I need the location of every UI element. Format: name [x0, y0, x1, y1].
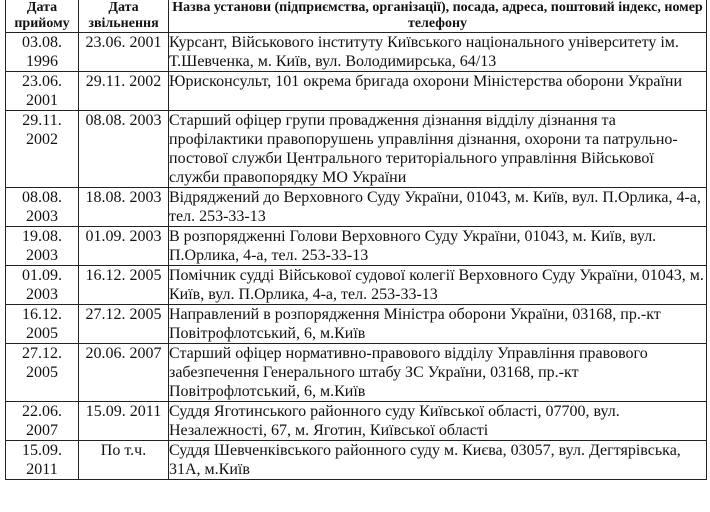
table-row [6, 111, 707, 188]
header-description: Назва установи (підприємства, організації), посада, адреса, поштовий індекс, номер телефону [169, 0, 707, 33]
start-date-cell: 01.09. 2003 [6, 266, 79, 305]
start-date-cell: 29.11. 2002 [6, 111, 79, 188]
description-cell: Відряджений до Верховного Суду України, 01043, м. Київ, вул. П.Орлика, 4-а, тел. 253-33-13 [169, 188, 707, 227]
description-cell: Юрисконсульт, 101 окрема бригада охорони Міністерства оборони України [169, 72, 707, 111]
header-end-date: Дата звільнення [79, 0, 169, 33]
start-date-cell: 15.09. 2011 [6, 441, 79, 480]
employment-history-table [5, 0, 707, 480]
table-row [6, 305, 707, 344]
table-row [6, 402, 707, 441]
description-cell: Суддя Яготинського районного суду Київської області, 07700, вул. Незалежності, 67, м. Яготин, Київської області [169, 402, 707, 441]
table-row [6, 266, 707, 305]
end-date-cell: 27.12. 2005 [79, 305, 169, 344]
end-date-cell: 08.08. 2003 [79, 111, 169, 188]
start-date-cell: 23.06. 2001 [6, 72, 79, 111]
description-cell: В розпорядженні Голови Верховного Суду України, 01043, м. Київ, вул. П.Орлика, 4-а, тел. 253-33-13 [169, 227, 707, 266]
end-date-cell: 15.09. 2011 [79, 402, 169, 441]
start-date-cell: 27.12. 2005 [6, 344, 79, 402]
description-cell: Старший офіцер нормативно-правового відділу Управління правового забезпечення Генерального штабу ЗС України, 03168, пр.-кт Повітрофлотський, 6, м.Київ [169, 344, 707, 402]
end-date-cell: 01.09. 2003 [79, 227, 169, 266]
start-date-cell: 08.08. 2003 [6, 188, 79, 227]
description-cell: Старший офіцер групи провадження дізнання відділу дізнання та профілактики правопорушень управління дізнання, охорони та патрульно-постової служби Центрального територіального управління Військової служби правопорядку МО України [169, 111, 707, 188]
description-cell: Помічник судді Військової судової колегії Верховного Суду України, 01043, м. Київ, вул. П.Орлика, 4-а, тел. 253-33-13 [169, 266, 707, 305]
header-row [6, 0, 707, 33]
table-row [6, 188, 707, 227]
table-row [6, 72, 707, 111]
end-date-cell: По т.ч. [79, 441, 169, 480]
start-date-cell: 16.12. 2005 [6, 305, 79, 344]
header-start-date: Дата прийому [6, 0, 79, 33]
table-row [6, 33, 707, 72]
table-row [6, 227, 707, 266]
description-cell: Курсант, Військового інституту Київського національного університету ім. Т.Шевченка, м. Київ, вул. Володимирська, 64/13 [169, 33, 707, 72]
end-date-cell: 29.11. 2002 [79, 72, 169, 111]
end-date-cell: 18.08. 2003 [79, 188, 169, 227]
start-date-cell: 19.08. 2003 [6, 227, 79, 266]
end-date-cell: 20.06. 2007 [79, 344, 169, 402]
end-date-cell: 23.06. 2001 [79, 33, 169, 72]
table-row [6, 344, 707, 402]
end-date-cell: 16.12. 2005 [79, 266, 169, 305]
start-date-cell: 22.06. 2007 [6, 402, 79, 441]
table-row [6, 441, 707, 480]
description-cell: Направлений в розпорядження Міністра оборони України, 03168, пр.-кт Повітрофлотський, 6, м.Київ [169, 305, 707, 344]
description-cell: Суддя Шевченківського районного суду м. Києва, 03057, вул. Дегтярівська, 31А, м.Київ [169, 441, 707, 480]
start-date-cell: 03.08. 1996 [6, 33, 79, 72]
